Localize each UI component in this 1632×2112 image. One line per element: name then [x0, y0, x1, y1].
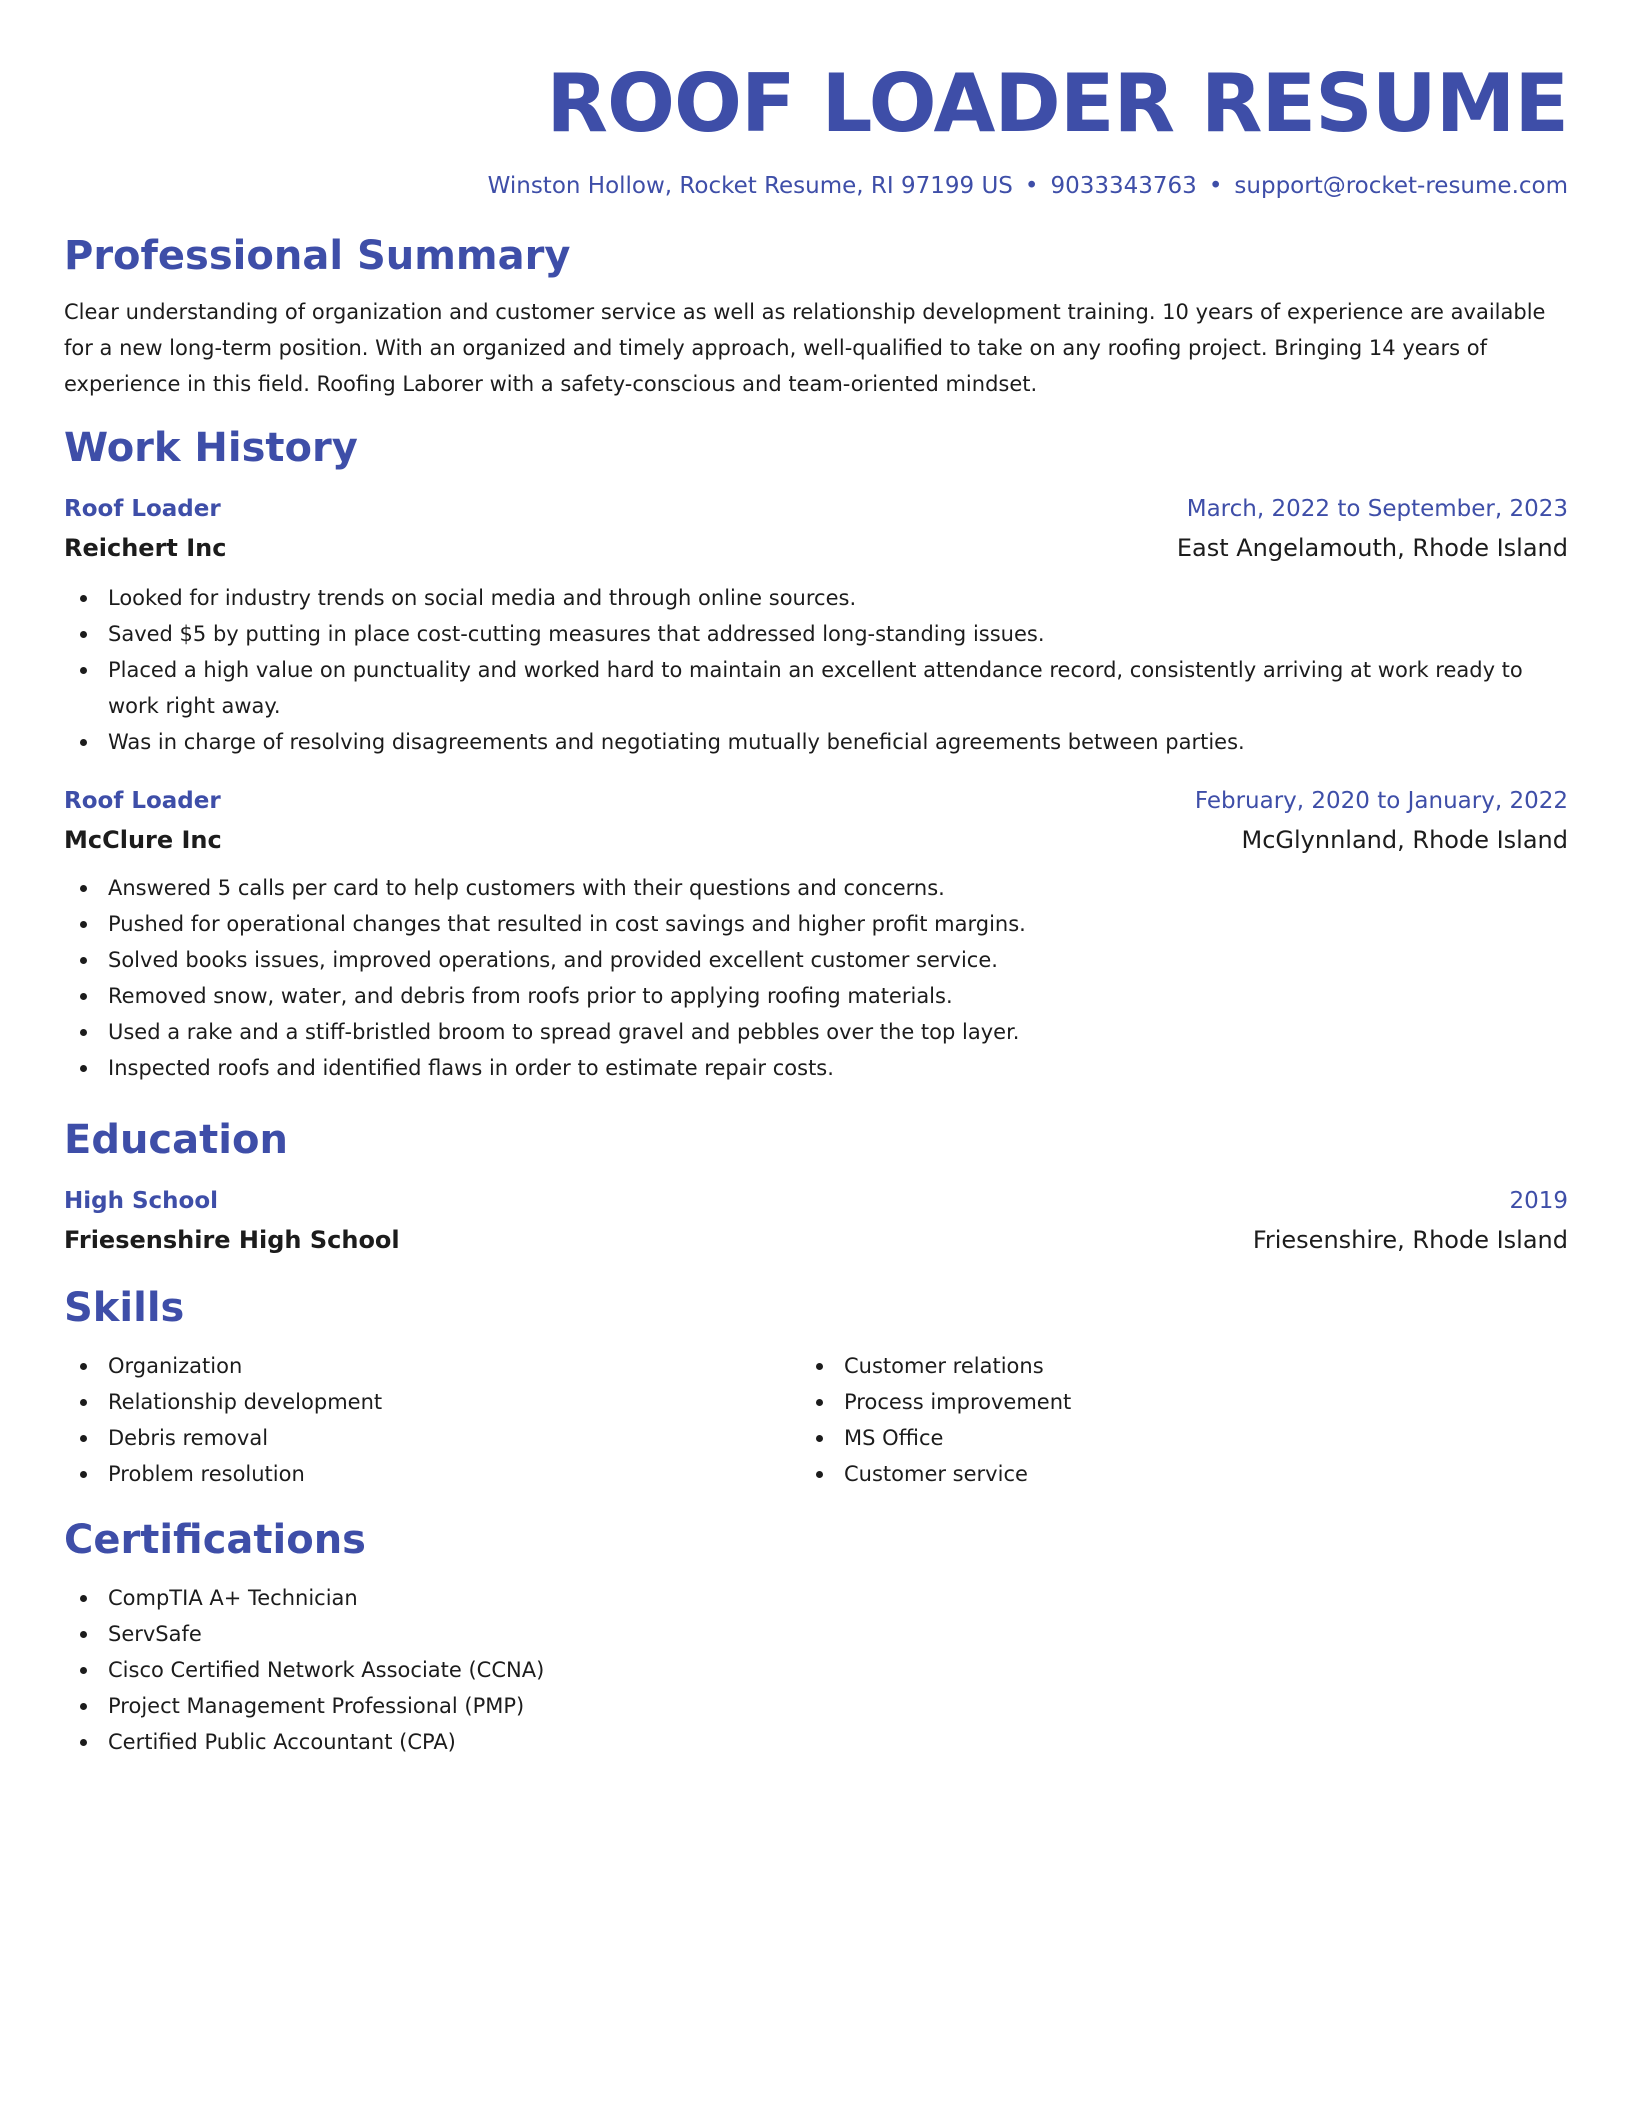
skills-columns	[64, 1348, 1568, 1492]
skill-item: Relationship development	[64, 1384, 800, 1420]
contact-separator: •	[1024, 173, 1039, 199]
education-school: Friesenshire High School	[64, 1226, 400, 1254]
education-entry	[64, 1182, 1568, 1260]
job-title: Roof Loader	[64, 788, 221, 814]
job-bullets	[64, 870, 1568, 1086]
skill-item: Process improvement	[800, 1384, 1536, 1420]
skill-item: Organization	[64, 1348, 800, 1384]
certification-item: Project Management Professional (PMP)	[64, 1688, 1568, 1724]
list-item: Inspected roofs and identified flaws in order to estimate repair costs.	[64, 1050, 1568, 1086]
job-bullets	[64, 580, 1568, 760]
list-item: Answered 5 calls per card to help customers with their questions and concerns.	[64, 870, 1568, 906]
certification-item: CompTIA A+ Technician	[64, 1580, 1568, 1616]
job-dates: February, 2020 to January, 2022	[1194, 788, 1568, 814]
certification-item: Cisco Certified Network Associate (CCNA)	[64, 1652, 1568, 1688]
job-header-row	[64, 490, 1568, 528]
job-company: McClure Inc	[64, 826, 222, 854]
job-company: Reichert Inc	[64, 534, 227, 562]
list-item: Was in charge of resolving disagreements and negotiating mutually beneficial agreements between parties.	[64, 724, 1568, 760]
job-dates: March, 2022 to September, 2023	[1186, 496, 1568, 522]
certifications-heading: Certifications	[64, 1517, 366, 1563]
education-degree: High School	[64, 1188, 219, 1214]
skill-item: Customer relations	[800, 1348, 1536, 1384]
contact-phone: 9033343763	[1050, 173, 1197, 199]
list-item: Looked for industry trends on social media and through online sources.	[64, 580, 1568, 616]
education-heading: Education	[64, 1117, 288, 1163]
certification-item: Certified Public Accountant (CPA)	[64, 1724, 1568, 1760]
summary-heading: Professional Summary	[64, 233, 571, 279]
summary-text: Clear understanding of organization and customer service as well as relationship development training. 10 years of experience are available for a new long-term position. With an organized and timely approach, well-qualified to take on any roofing project. Bringing 14 years of experience in this field. Roofing Laborer with a safety-conscious and team-oriented mindset.	[64, 300, 1546, 396]
skill-item: Customer service	[800, 1456, 1536, 1492]
education-header-row	[64, 1182, 1568, 1220]
contact-email[interactable]: support@rocket-resume.com	[1234, 173, 1568, 199]
job-header-row	[64, 782, 1568, 820]
list-item: Used a rake and a stiff-bristled broom to spread gravel and pebbles over the top layer.	[64, 1014, 1568, 1050]
job-title: Roof Loader	[64, 496, 221, 522]
resume-name: ROOF LOADER RESUME	[546, 57, 1568, 150]
skills-heading: Skills	[64, 1285, 185, 1331]
job-location: McGlynnland, Rhode Island	[1241, 826, 1568, 854]
skills-list-right	[800, 1348, 1536, 1492]
education-location: Friesenshire, Rhode Island	[1252, 1226, 1568, 1254]
contact-separator: •	[1208, 173, 1223, 199]
contact-address: Winston Hollow, Rocket Resume, RI 97199 US	[487, 173, 1013, 199]
list-item: Solved books issues, improved operations, and provided excellent customer service.	[64, 942, 1568, 978]
list-item: Placed a high value on punctuality and worked hard to maintain an excellent attendance record, consistently arriving at work ready to work right away.	[64, 652, 1568, 724]
skills-list-left	[64, 1348, 800, 1492]
education-school-row	[64, 1220, 1568, 1260]
list-item: Pushed for operational changes that resulted in cost savings and higher profit margins.	[64, 906, 1568, 942]
work-history-heading: Work History	[64, 425, 358, 471]
skill-item: Debris removal	[64, 1420, 800, 1456]
contact-line	[64, 170, 1568, 202]
job-entry	[64, 490, 1568, 760]
list-item: Saved $5 by putting in place cost-cutting measures that addressed long-standing issues.	[64, 616, 1568, 652]
job-location: East Angelamouth, Rhode Island	[1176, 534, 1568, 562]
skill-item: Problem resolution	[64, 1456, 800, 1492]
job-company-row	[64, 528, 1568, 568]
education-year: 2019	[1509, 1188, 1568, 1214]
certifications-list	[64, 1580, 1568, 1760]
list-item: Removed snow, water, and debris from roofs prior to applying roofing materials.	[64, 978, 1568, 1014]
job-entry	[64, 782, 1568, 1086]
certification-item: ServSafe	[64, 1616, 1568, 1652]
skill-item: MS Office	[800, 1420, 1536, 1456]
job-company-row	[64, 820, 1568, 860]
